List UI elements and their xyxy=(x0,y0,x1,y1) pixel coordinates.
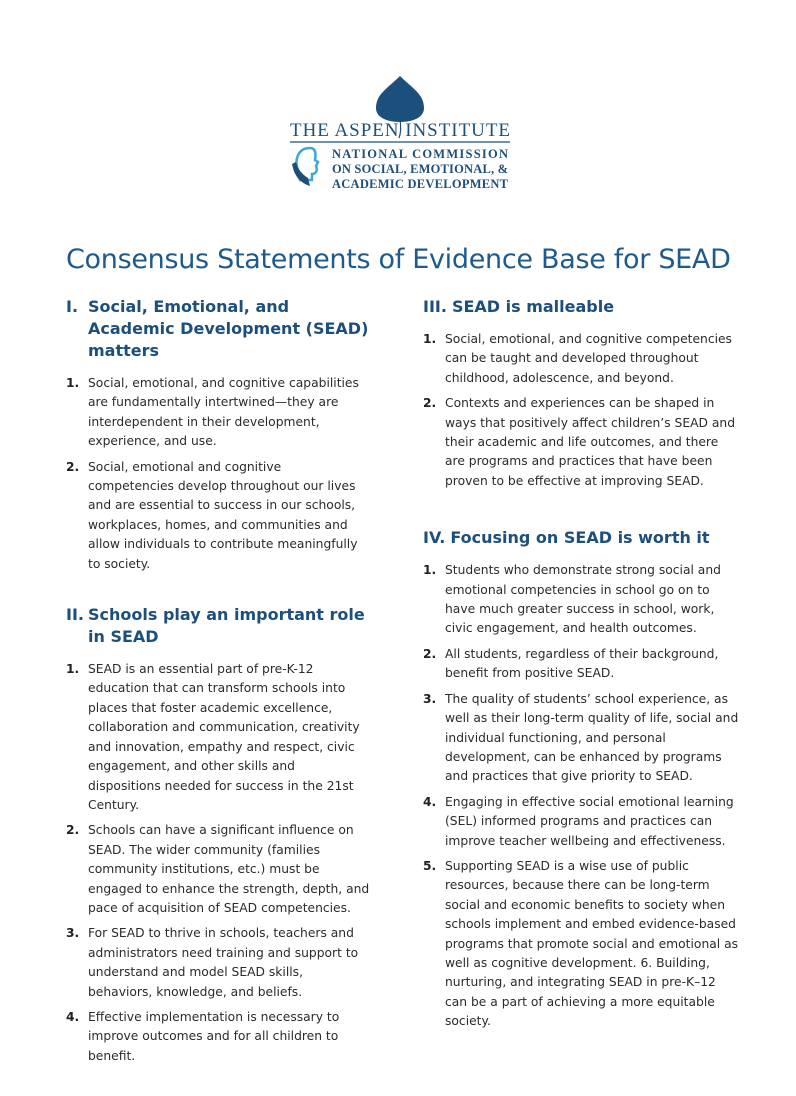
list-item xyxy=(423,857,741,1032)
item-text: Contexts and experiences can be shaped in ways that positively affect children’s SEAD and their academic and life outcomes, and there are programs and practices that have been proven to be effective at improving SEAD. xyxy=(445,396,736,488)
list-item xyxy=(423,793,741,851)
section-heading xyxy=(66,296,371,362)
right-column xyxy=(423,296,741,1062)
list-item xyxy=(66,821,371,918)
item-text: For SEAD to thrive in schools, teachers and administrators need training and support to understand and model SEAD skills, behaviors, knowledge, and beliefs. xyxy=(88,926,359,999)
svg-text:ON SOCIAL, EMOTIONAL, &: ON SOCIAL, EMOTIONAL, & xyxy=(332,162,508,176)
page-title: Consensus Statements of Evidence Base for SEAD xyxy=(66,244,731,276)
list-item xyxy=(66,1008,371,1066)
item-text: Social, emotional, and cognitive competencies can be taught and developed throughout childhood, adolescence, and beyond. xyxy=(445,332,732,385)
section-title: Social, Emotional, and Academic Development (SEAD) matters xyxy=(88,297,369,360)
item-text: Effective implementation is necessary to improve outcomes and for all children to benefit. xyxy=(88,1009,340,1063)
item-text: Social, emotional and cognitive competencies develop throughout our lives and are essential to success in our schools, workplaces, homes, and communities and allow individuals to contribute meaningfully to society. xyxy=(88,459,358,571)
svg-text:ACADEMIC DEVELOPMENT: ACADEMIC DEVELOPMENT xyxy=(332,177,508,191)
item-text: Supporting SEAD is a wise use of public resources, because there can be long-term social and economic benefits to society when schools implement and embed evidence-based programs that promote social and emotional as well as cognitive development. 6. Building, nurturing, and integrating SEAD in pre-K–12 can be a part of achieving a more equitable society. xyxy=(445,858,739,1029)
list-item xyxy=(66,660,371,815)
item-number: 4. xyxy=(423,794,437,809)
item-number: 3. xyxy=(66,926,80,941)
list-item xyxy=(423,690,741,787)
item-number: 2. xyxy=(66,823,80,838)
list-item xyxy=(66,924,371,1002)
item-number: 1. xyxy=(423,563,437,578)
section-title: SEAD is malleable xyxy=(451,297,615,316)
section-heading xyxy=(423,296,741,318)
item-number: 1. xyxy=(66,376,80,390)
list-item xyxy=(423,561,741,639)
section-title: Schools play an important role in SEAD xyxy=(88,605,365,647)
svg-text:THE ASPEN INSTITUTE: THE ASPEN INSTITUTE xyxy=(290,120,510,141)
svg-text:NATIONAL COMMISSION: NATIONAL COMMISSION xyxy=(332,147,508,161)
list-item xyxy=(423,394,741,491)
list-item xyxy=(423,645,741,684)
section-number: IV. xyxy=(423,528,446,548)
section-sead-malleable xyxy=(423,296,741,491)
section-heading xyxy=(423,527,741,549)
item-number: 3. xyxy=(423,691,437,706)
left-column xyxy=(66,296,371,1096)
item-text: The quality of students’ school experience, as well as their long-term quality of life, social and individual functioning, and personal development, can be enhanced by programs and practices that give priority to SEAD. xyxy=(445,691,739,784)
item-number: 2. xyxy=(423,396,437,411)
item-text: Social, emotional, and cognitive capabilities are fundamentally intertwined—they are interdependent in their development, experience, and use. xyxy=(88,376,359,449)
section-title: Focusing on SEAD is worth it xyxy=(450,528,710,548)
item-number: 1. xyxy=(423,332,437,346)
section-number: I. xyxy=(66,297,79,316)
item-text: All students, regardless of their background, benefit from positive SEAD. xyxy=(445,646,719,681)
list-item xyxy=(66,458,371,574)
aspen-leaf-logo-icon xyxy=(288,74,512,194)
item-text: Students who demonstrate strong social and emotional competencies in school go on to have much greater success in school, work, civic engagement, and health outcomes. xyxy=(445,563,721,636)
section-sead-matters xyxy=(66,296,371,574)
list-item xyxy=(423,330,741,388)
list-item xyxy=(66,374,371,452)
section-worth-it xyxy=(423,527,741,1031)
section-number: II. xyxy=(66,605,84,625)
item-text: SEAD is an essential part of pre-K-12 education that can transform schools into places that foster academic excellence, collaboration and communication, creativity and innovation, empathy and respect, civic engagement, and other skills and dispositions needed for success in the 21st Century. xyxy=(88,662,360,812)
item-text: Schools can have a significant influence on SEAD. The wider community (families community institutions, etc.) must be engaged to enhance the strength, depth, and pace of acquisition of SEAD competencies. xyxy=(88,823,370,915)
section-heading xyxy=(66,604,371,648)
item-number: 2. xyxy=(66,459,80,474)
item-text: Engaging in effective social emotional learning (SEL) informed programs and practices can improve teacher wellbeing and effectiveness. xyxy=(445,794,734,848)
item-number: 1. xyxy=(66,662,80,677)
item-number: 5. xyxy=(423,858,437,873)
aspen-institute-logo xyxy=(288,74,512,194)
section-number: III. xyxy=(423,297,447,316)
section-schools-role xyxy=(66,604,371,1066)
item-number: 4. xyxy=(66,1009,80,1024)
item-number: 2. xyxy=(423,646,437,661)
